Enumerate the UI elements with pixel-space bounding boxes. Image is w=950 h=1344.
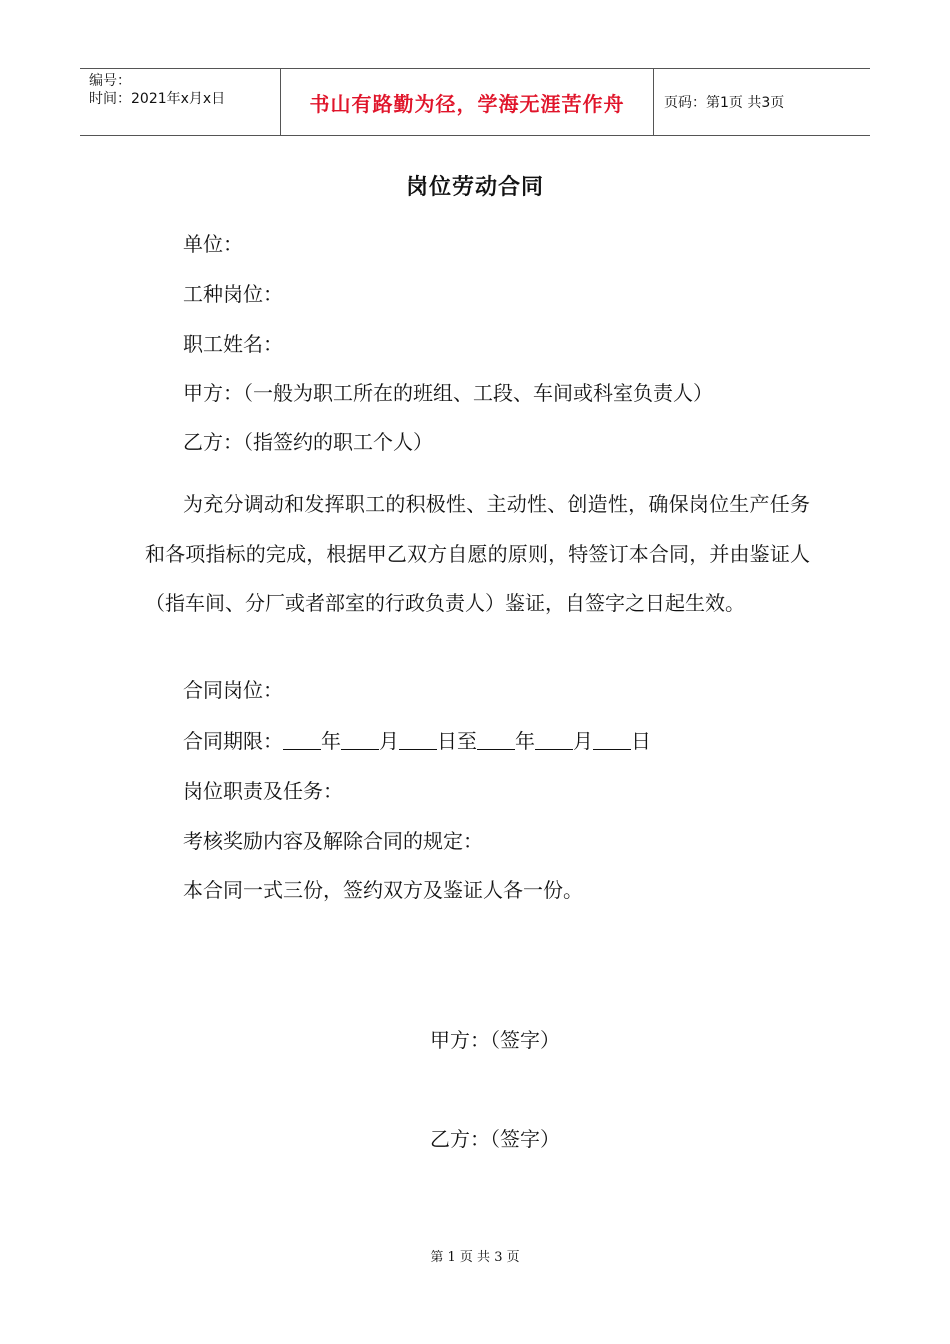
page-footer: 第 1 页 共 3 页 bbox=[430, 1250, 520, 1265]
term-day-to-unit: 日至 bbox=[437, 729, 477, 753]
term-label: 合同期限： bbox=[183, 729, 283, 753]
doc-number-label: 编号： bbox=[89, 73, 131, 89]
signature-party-a: 甲方：（签字） bbox=[430, 1028, 560, 1052]
term-blank bbox=[593, 729, 631, 750]
field-copies: 本合同一式三份，签约双方及鉴证人各一份。 bbox=[183, 878, 583, 902]
doc-date-label: 时间：2021年x月x日 bbox=[89, 91, 226, 107]
term-blank bbox=[399, 729, 437, 750]
field-contract-term bbox=[183, 728, 651, 754]
field-unit: 单位： bbox=[183, 232, 243, 256]
document-title: 岗位劳动合同 bbox=[405, 174, 544, 200]
field-party-b: 乙方：（指签约的职工个人） bbox=[183, 430, 433, 454]
signature-party-b: 乙方：（签字） bbox=[430, 1127, 560, 1151]
field-job-position: 工种岗位： bbox=[183, 282, 283, 306]
header-meta bbox=[80, 69, 281, 135]
header-motto: 书山有路勤为径，学海无涯苦作舟 bbox=[281, 69, 654, 135]
term-year-unit: 年 bbox=[321, 729, 341, 753]
term-blank bbox=[283, 729, 321, 750]
field-assessment: 考核奖励内容及解除合同的规定： bbox=[183, 829, 483, 853]
term-blank bbox=[477, 729, 515, 750]
page-header bbox=[80, 68, 870, 136]
term-blank bbox=[535, 729, 573, 750]
term-blank bbox=[341, 729, 379, 750]
field-employee-name: 职工姓名： bbox=[183, 332, 283, 356]
term-month-unit: 月 bbox=[573, 729, 593, 753]
field-contract-position: 合同岗位： bbox=[183, 678, 283, 702]
field-duties: 岗位职责及任务： bbox=[183, 779, 343, 803]
term-year-unit: 年 bbox=[515, 729, 535, 753]
header-page-info: 页码：第1页 共3页 bbox=[664, 95, 785, 111]
contract-paragraph: 为充分调动和发挥职工的积极性、主动性、创造性，确保岗位生产任务和各项指标的完成，根据甲乙双方自愿的原则，特签订本合同，并由鉴证人（指车间、分厂或者部室的行政负责人）鉴证，自签字之日起生效。 bbox=[145, 492, 810, 615]
term-day-unit: 日 bbox=[631, 729, 651, 753]
field-party-a: 甲方：（一般为职工所在的班组、工段、车间或科室负责人） bbox=[183, 381, 713, 405]
term-month-unit: 月 bbox=[379, 729, 399, 753]
